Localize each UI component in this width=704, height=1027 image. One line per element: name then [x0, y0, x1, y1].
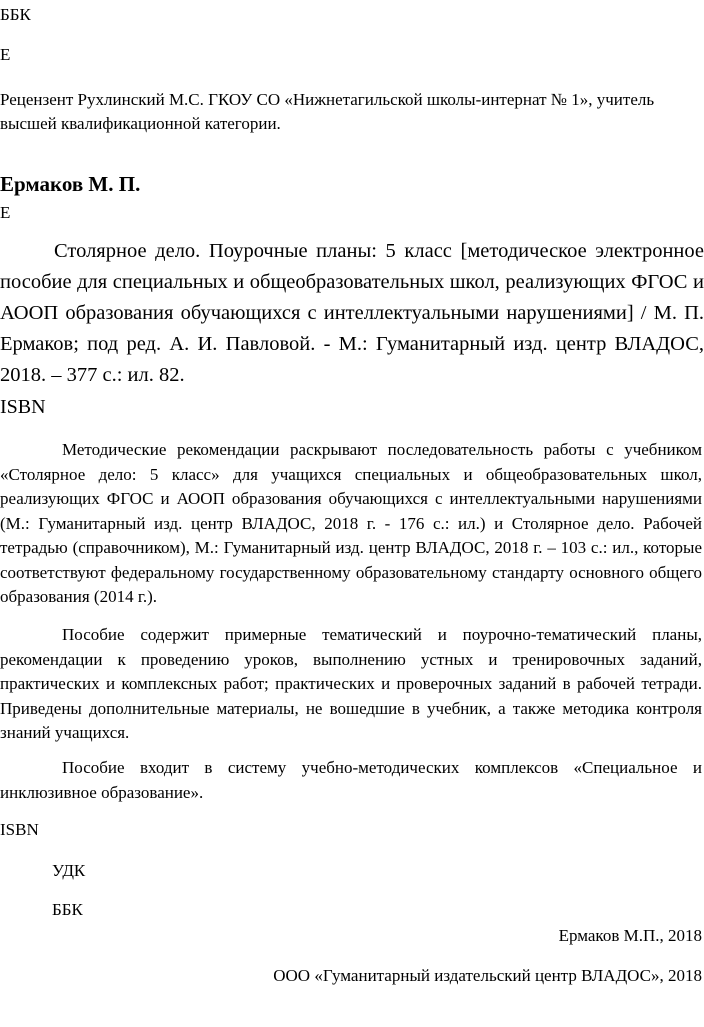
- annotation-paragraph-1: [0, 438, 702, 610]
- annotation-text-1: Методические рекомендации раскрывают последовательность работы с учебником «Столярное дело: 5 класс» для учащихся специальных и общеобразовательных школ, реализующих ФГОС и АООП образования обучающихся с интеллектуальными нарушениями (М.: Гуманитарный изд. центр ВЛАДОС, 2018 г. - 176 с.: ил.) и Столярное дело. Рабочей тетрадью (справочником), М.: Гуманитарный изд. центр ВЛАДОС, 2018 г. – 103 с.: ил., которые соответствуют федеральному государственному образовательному стандарту основного общего образования (2014 г.).: [0, 440, 702, 606]
- annotation-paragraph-2: [0, 623, 702, 746]
- bibliographic-description: [0, 236, 704, 391]
- reviewer-line-2: высшей квалификационной категории.: [0, 114, 281, 133]
- bbk-label: ББК: [0, 5, 31, 24]
- bbk-label-bottom: ББК: [52, 900, 83, 919]
- bibliography-text: Столярное дело. Поурочные планы: 5 класс [методическое электронное пособие для специальных и общеобразовательных школ, реализующих ФГОС и АООП образования обучающихся с интеллектуальными нарушениями] / М. П. Ермаков; под ред. А. И. Павловой. - М.: Гуманитарный изд. центр ВЛАДОС, 2018. – 377 с.: ил. 82.: [0, 240, 704, 386]
- udk-label: УДК: [52, 861, 86, 880]
- isbn-label-bottom: ISBN: [0, 820, 39, 839]
- copyright-publisher: ООО «Гуманитарный издательский центр ВЛАДОС», 2018: [273, 966, 702, 985]
- author-mark-letter: Е: [0, 45, 11, 64]
- author-mark-letter-2: Е: [0, 203, 11, 222]
- isbn-label-top: ISBN: [0, 396, 46, 418]
- annotation-text-2: Пособие содержит примерные тематический и поурочно-тематический планы, рекомендации к проведению уроков, выполнению устных и тренировочных заданий, практических и комплексных работ; практических и проверочных заданий в рабочей тетради. Приведены дополнительные материалы, не вошедшие в учебник, а также методика контроля знаний учащихся.: [0, 625, 702, 742]
- reviewer-line-1: Рецензент Рухлинский М.С. ГКОУ СО «Нижнетагильской школы-интернат № 1», учитель: [0, 90, 655, 109]
- copyright-author: Ермаков М.П., 2018: [558, 926, 702, 945]
- annotation-text-3: Пособие входит в систему учебно-методических комплексов «Специальное и инклюзивное образование».: [0, 758, 702, 802]
- author-name: Ермаков М. П.: [0, 172, 141, 196]
- annotation-paragraph-3: [0, 756, 702, 805]
